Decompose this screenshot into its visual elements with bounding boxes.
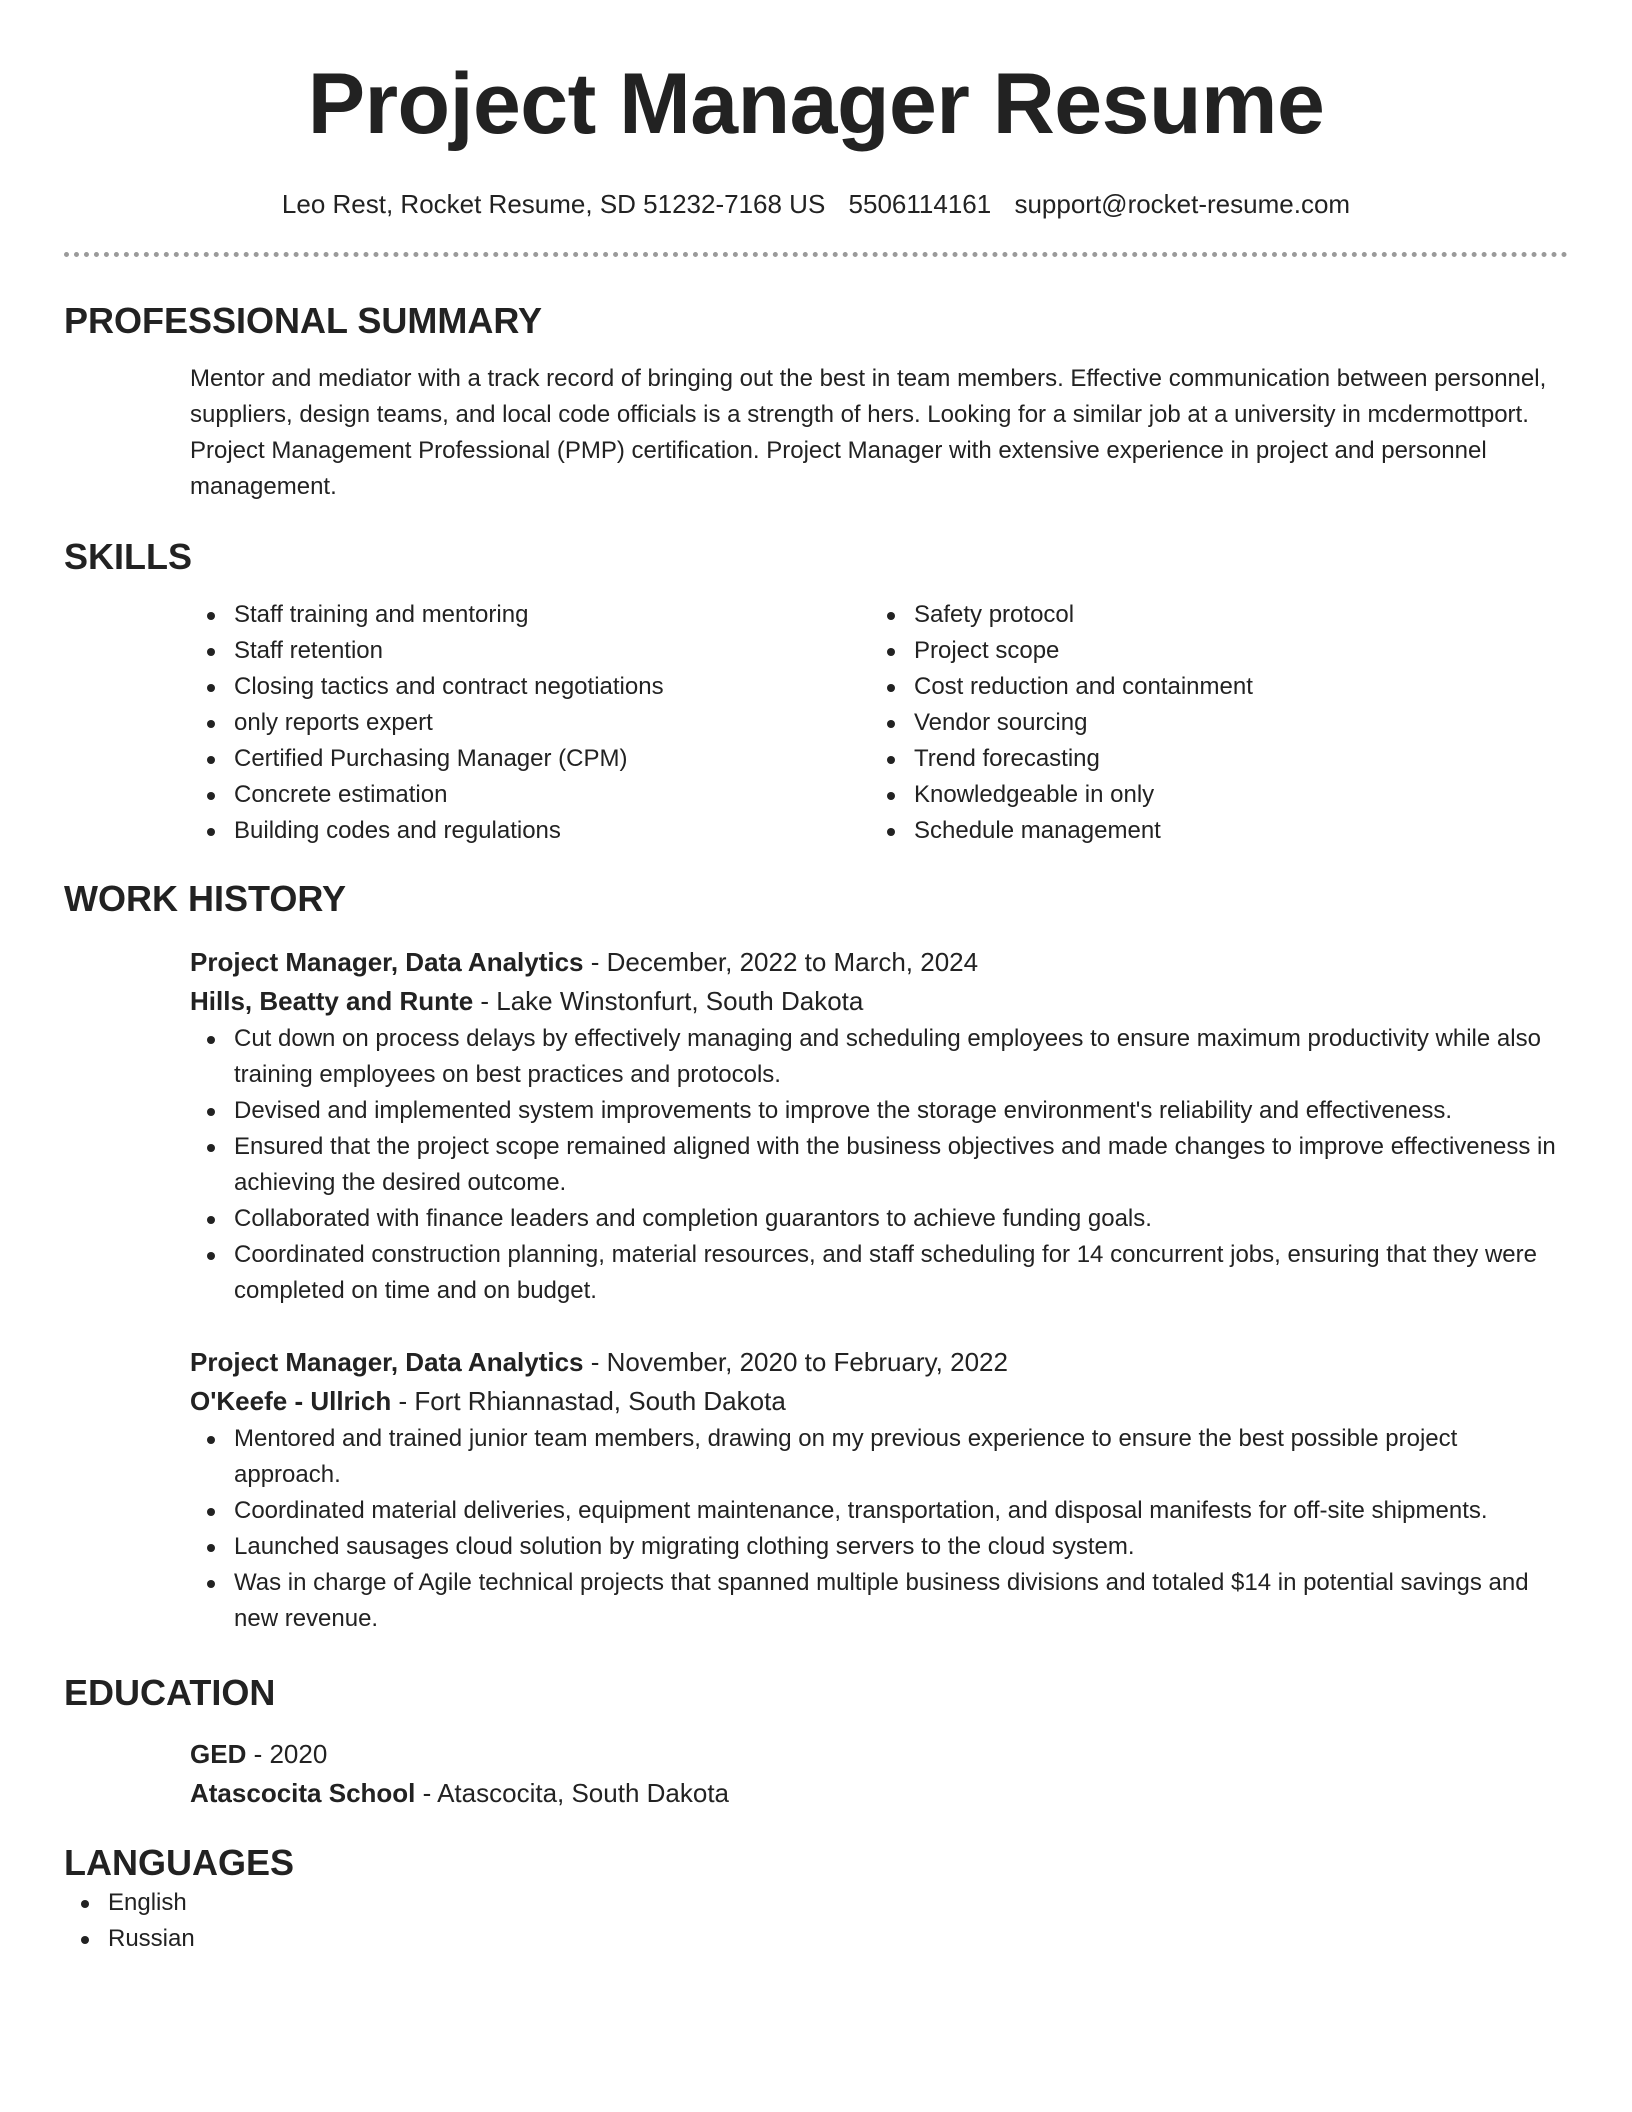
job-bullet: Coordinated material deliveries, equipment maintenance, transportation, and disposal manifests for off-site shipments. [190, 1493, 1568, 1529]
education-entry [190, 1735, 1568, 1813]
skills-grid [190, 597, 1568, 849]
contact-phone: 5506114161 [848, 189, 992, 219]
job-bullet: Was in charge of Agile technical projects that spanned multiple business divisions and totaled $14 in potential savings and new revenue. [190, 1565, 1568, 1637]
language-item: Russian [64, 1921, 1568, 1957]
summary-text: Mentor and mediator with a track record of bringing out the best in team members. Effective communication between personnel, suppliers, design teams, and local code officials is a strength of hers. Looking for a similar job at a university in mcdermottport. Project Management Professional (PMP) certification. Project Manager with extensive experience in project and personnel management. [190, 365, 1547, 500]
job-title-line [190, 943, 1568, 982]
section-heading-languages: LANGUAGES [64, 1842, 295, 1883]
job-bullet: Launched sausages cloud solution by migrating clothing servers to the cloud system. [190, 1529, 1568, 1565]
education-degree-line [190, 1735, 1568, 1774]
skill-item: Concrete estimation [190, 777, 870, 813]
skills-list-left [190, 597, 870, 849]
education-year: - 2020 [246, 1739, 328, 1769]
job-location: - Fort Rhiannastad, South Dakota [391, 1386, 786, 1416]
contact-line [64, 186, 1568, 222]
education-school: Atascocita School [190, 1778, 416, 1808]
skill-item: Certified Purchasing Manager (CPM) [190, 741, 870, 777]
job-bullet-list [190, 1021, 1568, 1309]
skill-item: Trend forecasting [870, 741, 1550, 777]
job-dates: - December, 2022 to March, 2024 [583, 947, 979, 977]
contact-address: Leo Rest, Rocket Resume, SD 51232-7168 US [281, 189, 826, 219]
education-location: - Atascocita, South Dakota [415, 1778, 730, 1808]
job-title: Project Manager, Data Analytics [190, 947, 584, 977]
job-title-line [190, 1343, 1568, 1382]
skill-item: Closing tactics and contract negotiations [190, 669, 870, 705]
section-heading-skills: SKILLS [64, 536, 193, 577]
language-item: English [64, 1885, 1568, 1921]
skill-item: Building codes and regulations [190, 813, 870, 849]
skill-item: Cost reduction and containment [870, 669, 1550, 705]
header-divider [64, 252, 1568, 257]
job-entry [190, 943, 1568, 1309]
job-title: Project Manager, Data Analytics [190, 1347, 584, 1377]
skill-item: Safety protocol [870, 597, 1550, 633]
languages-list [64, 1885, 1568, 1957]
job-bullet-list [190, 1421, 1568, 1637]
job-bullet: Mentored and trained junior team members, drawing on my previous experience to ensure the best possible project approach. [190, 1421, 1568, 1493]
section-heading-work-history: WORK HISTORY [64, 878, 347, 919]
education-school-line [190, 1774, 1568, 1813]
job-bullet: Devised and implemented system improvements to improve the storage environment's reliability and effectiveness. [190, 1093, 1568, 1129]
skill-item: Staff retention [190, 633, 870, 669]
education-degree: GED [190, 1739, 247, 1769]
skills-list-right [870, 597, 1550, 849]
job-entry [190, 1343, 1568, 1637]
skill-item: only reports expert [190, 705, 870, 741]
page-title: Project Manager Resume [307, 56, 1325, 152]
job-dates: - November, 2020 to February, 2022 [583, 1347, 1008, 1377]
job-company: O'Keefe - Ullrich [190, 1386, 392, 1416]
section-heading-education: EDUCATION [64, 1672, 276, 1713]
skill-item: Knowledgeable in only [870, 777, 1550, 813]
skill-item: Schedule management [870, 813, 1550, 849]
skill-item: Project scope [870, 633, 1550, 669]
section-heading-summary: PROFESSIONAL SUMMARY [64, 300, 543, 341]
job-bullet: Collaborated with finance leaders and completion guarantors to achieve funding goals. [190, 1201, 1568, 1237]
job-bullet: Cut down on process delays by effectively managing and scheduling employees to ensure maximum productivity while also training employees on best practices and protocols. [190, 1021, 1568, 1093]
job-bullet: Coordinated construction planning, material resources, and staff scheduling for 14 concurrent jobs, ensuring that they were completed on time and on budget. [190, 1237, 1568, 1309]
job-company-line [190, 982, 1568, 1021]
skill-item: Staff training and mentoring [190, 597, 870, 633]
job-company-line [190, 1382, 1568, 1421]
job-location: - Lake Winstonfurt, South Dakota [473, 986, 864, 1016]
job-company: Hills, Beatty and Runte [190, 986, 474, 1016]
job-bullet: Ensured that the project scope remained aligned with the business objectives and made changes to improve effectiveness in achieving the desired outcome. [190, 1129, 1568, 1201]
skill-item: Vendor sourcing [870, 705, 1550, 741]
contact-email[interactable]: support@rocket-resume.com [1014, 189, 1351, 219]
